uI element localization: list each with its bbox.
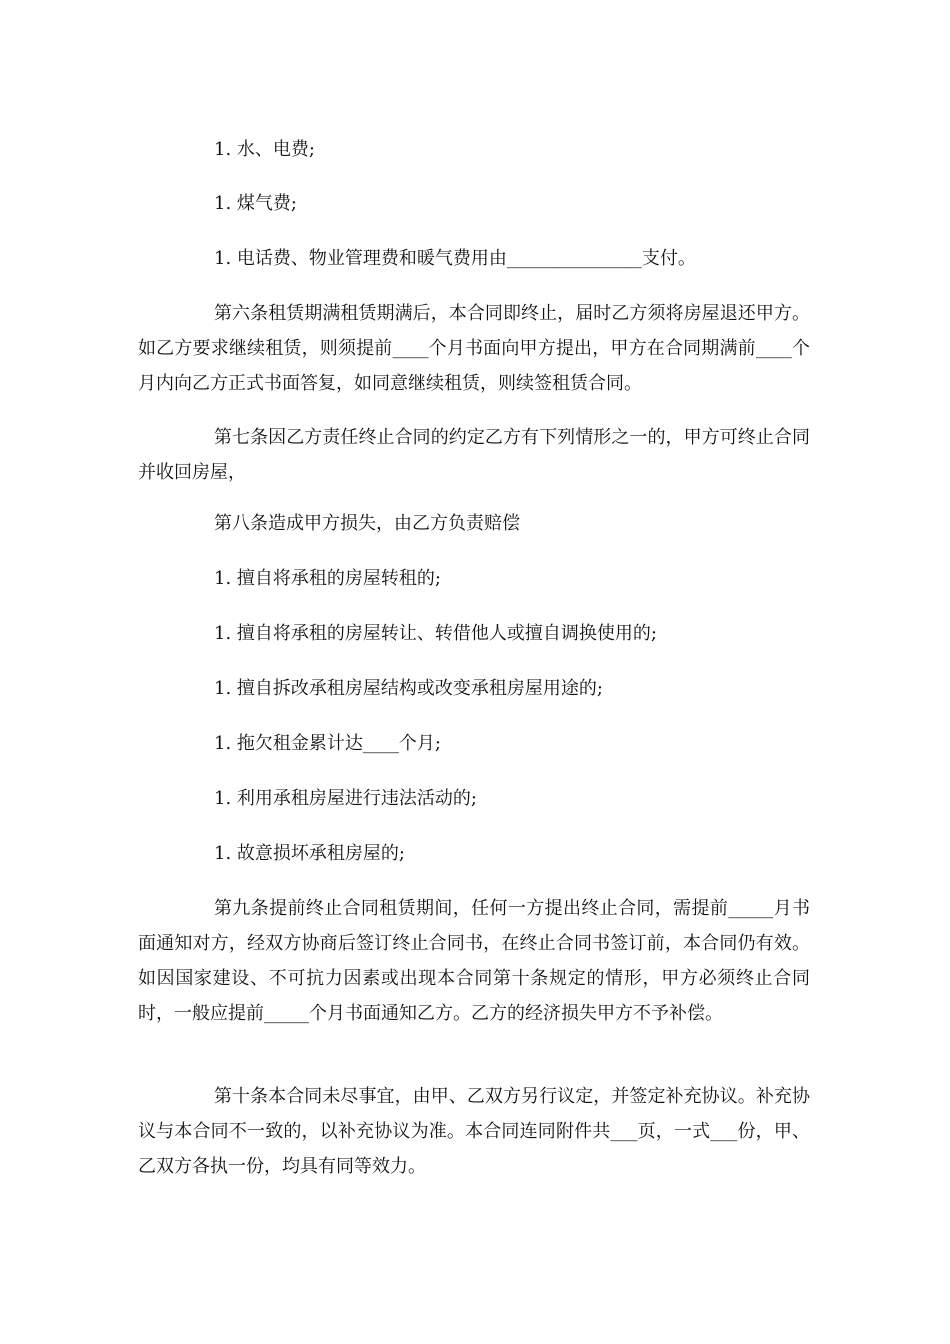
paragraph-article-10: 第十条本合同未尽事宜，由甲、乙双方另行议定，并签定补充协议。补充协议与本合同不一致的，以补充协议为准。本合同连同附件共___页，一式___份，甲、乙双方各执一份，均具有同等效力。 [138,1086,810,1177]
paragraph-article-8: 第八条造成甲方损失，由乙方负责赔偿 [214,513,520,534]
paragraph-article-7: 第七条因乙方责任终止合同的约定乙方有下列情形之一的，甲方可终止合同并收回房屋， [138,427,810,483]
list-item-illegal-activity: 1. 利用承租房屋进行违法活动的; [214,788,477,809]
paragraph-phone-property-heating: 1. 电话费、物业管理费和暖气费用由_______________支付。 [214,248,696,269]
paragraph-article-9: 第九条提前终止合同租赁期间，任何一方提出终止合同，需提前_____月书面通知对方，经双方协商后签订终止合同书，在终止合同书签订前，本合同仍有效。如因国家建设、不可抗力因素或出现本合同第十条规定的情形，甲方必须终止合同时，一般应提前_____个月书面通知乙方。乙方的经济损失甲方不予补偿。 [138,898,810,1024]
list-item-transfer: 1. 擅自将承租的房屋转让、转借他人或擅自调换使用的; [214,623,657,644]
paragraph-gas: 1. 煤气费; [214,193,297,214]
list-item-rent-arrears: 1. 拖欠租金累计达____个月; [214,733,441,754]
list-item-sublet: 1. 擅自将承租的房屋转租的; [214,568,441,589]
list-item-damage: 1. 故意损坏承租房屋的; [214,843,405,864]
paragraph-article-6: 第六条租赁期满租赁期满后，本合同即终止，届时乙方须将房屋退还甲方。如乙方要求继续租赁，则须提前____个月书面向甲方提出，甲方在合同期满前____个月内向乙方正式书面答复，如同意继续租赁，则续签租赁合同。 [138,303,810,394]
list-item-alter-structure: 1. 擅自拆改承租房屋结构或改变承租房屋用途的; [214,678,603,699]
paragraph-water-electricity: 1. 水、电费; [214,139,315,160]
